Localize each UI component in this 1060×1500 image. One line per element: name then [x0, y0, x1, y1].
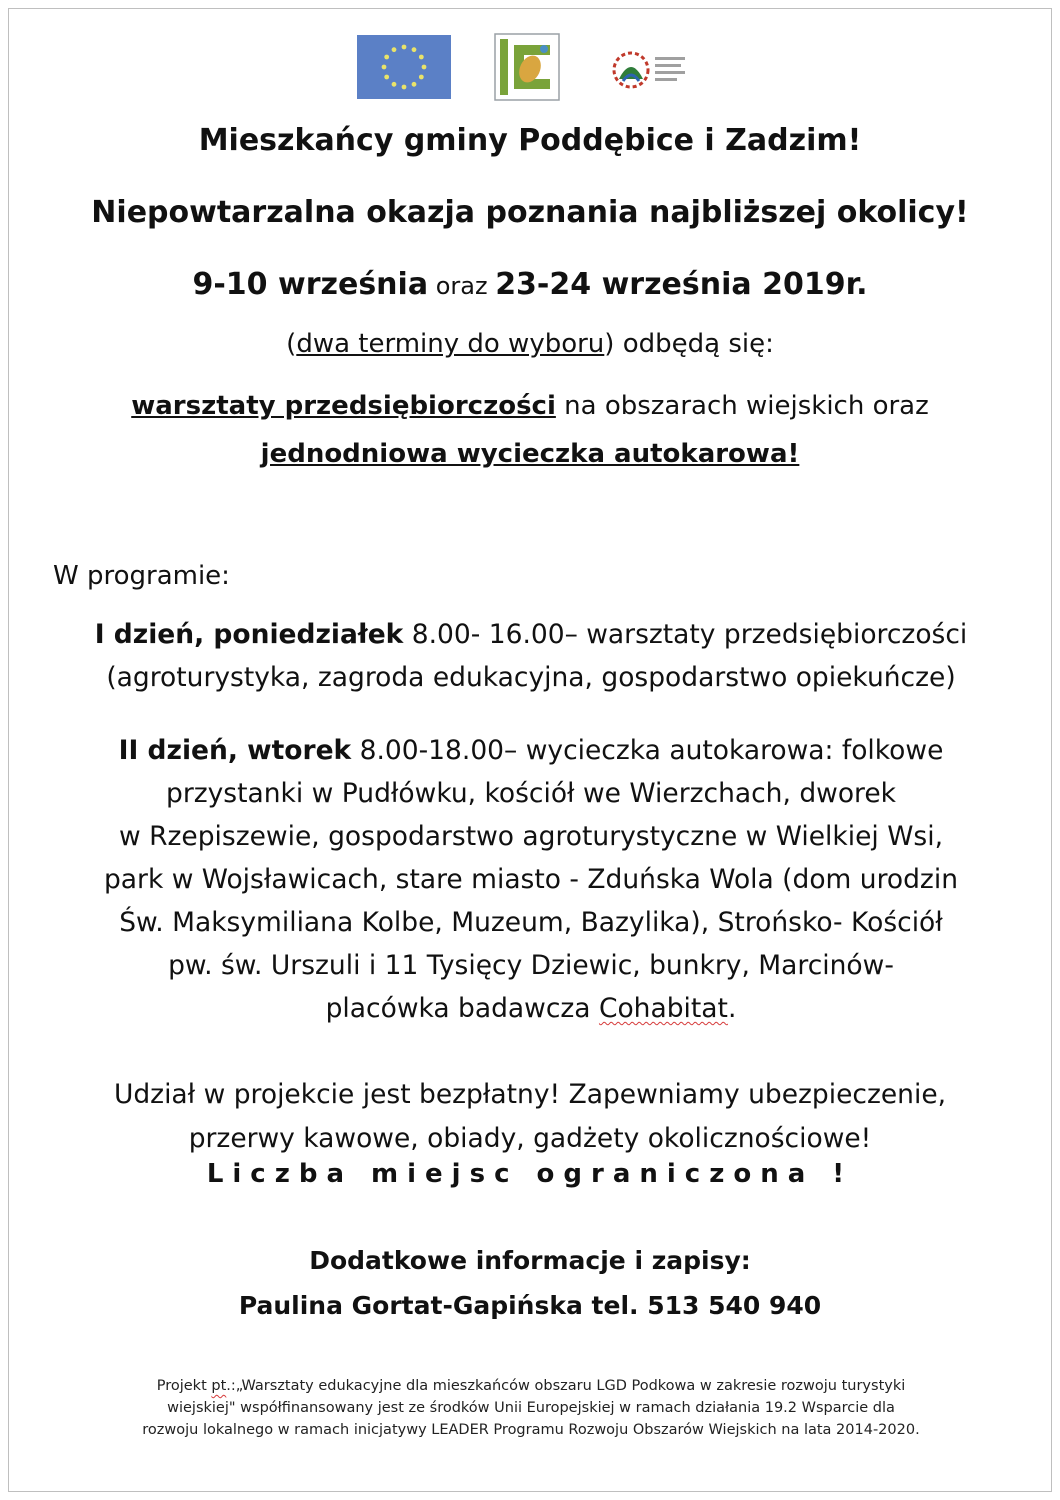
workshops-line	[9, 391, 1051, 421]
day2-text-1: 8.00-18.00– wycieczka autokarowa: folkowe	[351, 735, 944, 766]
trip-bold: jednodniowa wycieczka autokarowa!	[260, 439, 800, 469]
day2-row-6: pw. św. Urszuli i 11 Tysięcy Dziewic, bunkry, Marcinów-	[168, 950, 894, 981]
eu-star-icon	[382, 65, 387, 70]
day2-text-7c: .	[727, 993, 737, 1024]
footnote-pre: Projekt	[156, 1378, 212, 1394]
day2-text-7a: placówka badawcza	[325, 993, 599, 1024]
day1-row-2: (agroturystyka, zagroda edukacyjna, gospodarstwo opiekuńcze)	[106, 662, 956, 693]
date-second: 23-24 września 2019r.	[495, 267, 868, 302]
event-dates	[9, 267, 1051, 302]
date-first: 9-10 września	[192, 267, 429, 302]
eu-flag-icon	[357, 35, 451, 99]
day2-row-3: w Rzepiszewie, gospodarstwo agroturystyczne w Wielkiej Wsi,	[118, 821, 944, 852]
leader-logo-icon	[494, 33, 560, 101]
day2-row-1	[39, 729, 1023, 772]
workshops-rest: na obszarach wiejskich oraz	[555, 391, 929, 421]
day2-row-2: przystanki w Pudłówku, kościół we Wierzchach, dworek	[166, 778, 896, 809]
day2-label: II dzień, wtorek	[118, 735, 352, 766]
footnote-row-1	[49, 1375, 1013, 1397]
eu-star-icon	[419, 75, 424, 80]
day2-row-4: park w Wojsławicach, stare miasto - Zduńska Wola (dom urodzin	[103, 864, 959, 895]
limited-places: Liczba miejsc ograniczona !	[206, 1159, 854, 1189]
project-footnote	[49, 1375, 1013, 1441]
footnote-row-2: wiejskiej" współfinansowany jest ze środków Unii Europejskiej w ramach działania 19.2 Wsparcie dla	[167, 1400, 895, 1416]
workshops-bold: warsztaty przedsiębiorczości	[131, 391, 556, 421]
trip-line	[9, 439, 1051, 469]
eu-star-icon	[384, 55, 389, 60]
footnote-pt: pt	[211, 1378, 227, 1394]
cohabitat-word: Cohabitat	[598, 993, 728, 1024]
eu-star-icon	[412, 47, 417, 52]
date-connector: oraz	[428, 272, 496, 300]
headline-opportunity: Niepowtarzalna okazja poznania najbliższej okolicy!	[91, 195, 969, 230]
day1-text-1: 8.00- 16.00– warsztaty przedsiębiorczości	[403, 619, 968, 650]
lgd-podkowa-logo-icon	[609, 45, 699, 95]
day2-row-7	[39, 987, 1023, 1030]
terms-underlined: dwa terminy do wyboru	[296, 329, 605, 359]
contact-person-phone: Paulina Gortat-Gapińska tel. 513 540 940	[238, 1291, 822, 1320]
footnote-row-3: rozwoju lokalnego w ramach inicjatywy LEADER Programu Rozwoju Obszarów Wiejskich na lata 2014-2020.	[142, 1422, 920, 1438]
eu-star-icon	[392, 47, 397, 52]
program-intro: W programie:	[53, 561, 230, 591]
day1-row-1	[39, 613, 1023, 656]
eu-star-icon	[422, 65, 427, 70]
day1-label: I dzień, poniedziałek	[94, 619, 404, 650]
terms-rest: ) odbędą się:	[604, 329, 774, 359]
free-row-2: przerwy kawowe, obiady, gadżety okolicznościowe!	[188, 1123, 872, 1154]
logo-bar	[9, 31, 1051, 107]
terms-open: (	[286, 329, 297, 359]
terms-line	[9, 329, 1051, 359]
free-participation	[9, 1073, 1051, 1161]
eu-star-icon	[392, 82, 397, 87]
eu-star-icon	[412, 82, 417, 87]
headline-residents: Mieszkańcy gminy Poddębice i Zadzim!	[198, 123, 862, 158]
program-day-1	[39, 613, 1023, 699]
free-row-1: Udział w projekcie jest bezpłatny! Zapewniamy ubezpieczenie,	[113, 1079, 947, 1110]
eu-star-icon	[419, 55, 424, 60]
eu-star-icon	[402, 85, 407, 90]
footnote-text-1: .:„Warsztaty edukacyjne dla mieszkańców obszaru LGD Podkowa w zakresie rozwoju turystyki	[226, 1378, 906, 1394]
contact-heading: Dodatkowe informacje i zapisy:	[309, 1246, 751, 1275]
day2-row-5: Św. Maksymiliana Kolbe, Muzeum, Bazylika), Strońsko- Kościół	[119, 907, 943, 938]
eu-star-icon	[384, 75, 389, 80]
flyer-page	[8, 8, 1052, 1492]
eu-star-icon	[402, 45, 407, 50]
program-day-2	[39, 729, 1023, 1030]
